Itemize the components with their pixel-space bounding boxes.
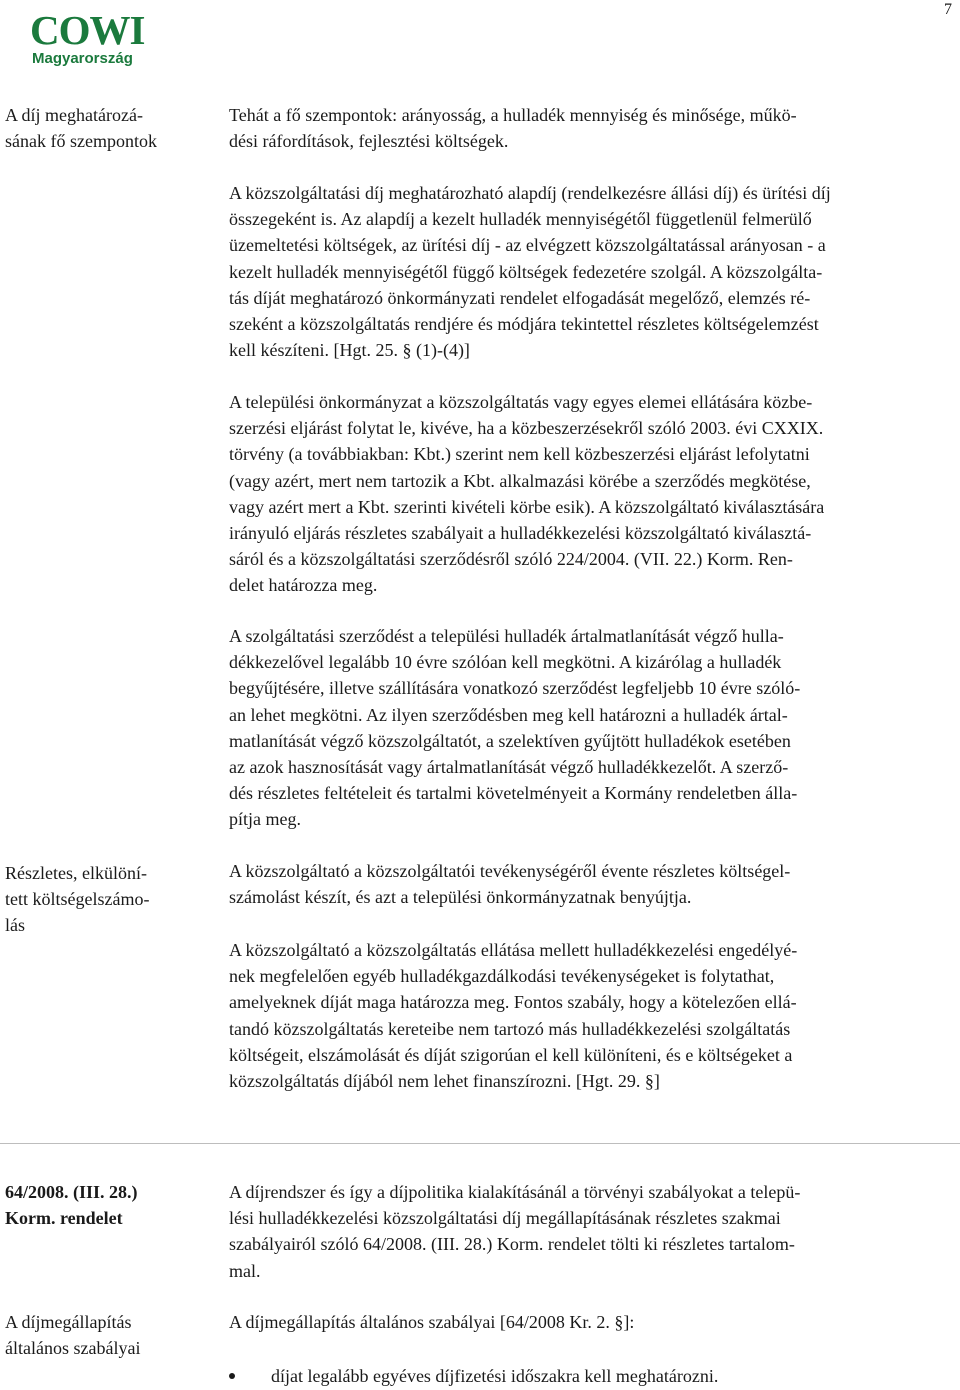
text-line: begyűjtésére, illetve szállítására vonatkozó szerződést legfeljebb 10 évre szóló- (229, 678, 801, 699)
text-line: matlanítását végző közszolgáltatót, a szelektíven gyűjtött hulladékok esetében (229, 730, 791, 751)
text-line: dés részletes feltételeit és tartalmi követelményeit a Kormány rendeletben álla- (229, 783, 798, 804)
paragraph-general-rules (229, 1309, 953, 1335)
text-line: 64/2008. (III. 28.) (5, 1182, 138, 1202)
section-divider (0, 1143, 960, 1144)
text-line: lési hulladékkezelési közszolgáltatási díj megállapításának részletes szakmai (229, 1208, 781, 1229)
text-line: Korm. rendelet (5, 1208, 123, 1228)
sidebar-heading-fee-criteria (5, 102, 215, 154)
text-line: számolást készít, és azt a települési önkormányzatnak benyújtja. (229, 887, 692, 908)
text-line: A települési önkormányzat a közszolgáltatás vagy egyes elemei ellátására közbe- (229, 392, 813, 412)
text-line: mal. (229, 1260, 261, 1281)
logo-wordmark: COWI (30, 7, 145, 53)
text-line: tett költségelszámo- (5, 889, 150, 909)
sidebar-heading-decree (5, 1179, 215, 1231)
text-line: költségeit, elszámolását és díját szigorúan el kell különíteni, és e költségeket a (229, 1044, 793, 1065)
text-line: irányuló eljárás részletes szabályait a hulladékkezelési közszolgáltató kiválasztá- (229, 523, 812, 544)
text-line: dési ráfordítások, fejlesztési költségek. (229, 131, 509, 152)
paragraph-fee-structure (229, 180, 953, 363)
text-line: A közszolgáltató a közszolgáltatói tevékenységéről évente részletes költségel- (229, 861, 791, 881)
text-line: kezelt hulladék mennyiségétől függő költségek fedezetére szolgál. A közszolgálta- (229, 261, 823, 282)
text-line: lás (5, 915, 25, 935)
cowi-logo (30, 8, 150, 70)
text-line: A díjrendszer és így a díjpolitika kialakításánál a törvényi szabályokat a telepü- (229, 1182, 801, 1202)
sidebar-heading-general-rules (5, 1309, 215, 1361)
sidebar-heading-separate-accounting (5, 860, 215, 938)
text-line: A díj meghatározá- (5, 105, 143, 125)
paragraph-main-criteria (229, 102, 953, 154)
text-line: delet határozza meg. (229, 575, 378, 596)
text-line: Tehát a fő szempontok: arányosság, a hulladék mennyiség és minősége, műkö- (229, 105, 797, 125)
text-line: A díjmegállapítás (5, 1312, 132, 1332)
text-line: dékkezelővel legalább 10 évre szólóan kell megkötni. A kizárólag a hulladék (229, 652, 782, 673)
text-line: tandó közszolgáltatás kereteibe nem tartozó más hulladékkezelési szolgáltatás (229, 1018, 791, 1039)
text-line: amelyeknek díját maga határozza meg. Fontos szabály, hogy a kötelezően ellá- (229, 992, 797, 1013)
text-line: tás díját meghatározó önkormányzati rendelet elfogadását megelőző, elemzés ré- (229, 287, 811, 308)
list-item-text: díjat legalább egyéves díjfizetési időszakra kell meghatározni. (271, 1366, 719, 1386)
text-line: A közszolgáltató a közszolgáltatás ellátása mellett hulladékkezelési engedélyé- (229, 940, 798, 960)
text-line: szerzési eljárást folytat le, kivéve, ha a közbeszerzésekről szóló 2003. évi CXXIX. (229, 418, 824, 439)
paragraph-other-activities (229, 937, 953, 1094)
text-line: közszolgáltatás díjából nem lehet finanszírozni. [Hgt. 29. §] (229, 1071, 660, 1092)
paragraph-public-procurement (229, 389, 953, 599)
text-line: sának fő szempontok (5, 131, 157, 151)
text-line: A közszolgáltatási díj meghatározható alapdíj (rendelkezésre állási díj) és ürítési díj (229, 183, 831, 203)
text-line: nek megfelelően egyéb hulladékgazdálkodási tevékenységeket is folytathat, (229, 966, 775, 987)
text-line: A szolgáltatási szerződést a települési hulladék ártalmatlanítását végző hulla- (229, 626, 784, 646)
text-line: A díjmegállapítás általános szabályai [64/2008 Kr. 2. §]: (229, 1312, 635, 1332)
logo-subtitle: Magyarország (32, 50, 133, 67)
text-line: (vagy azért, mert nem tartozik a Kbt. alkalmazási körébe a szerződés megkötése, (229, 470, 811, 491)
text-line: törvény (a továbbiakban: Kbt.) szerint nem kell közbeszerzési eljárást lefolytatni (229, 444, 810, 465)
text-line: vagy azért mert a Kbt. szerinti kivételi körbe esik). A közszolgáltató kiválasztására (229, 496, 825, 517)
text-line: az azok hasznosítását vagy ártalmatlanítását végző hulladékkezelőt. A szerző- (229, 757, 789, 778)
paragraph-decree-intro (229, 1179, 953, 1284)
text-line: kell készíteni. [Hgt. 25. § (1)-(4)] (229, 340, 470, 361)
paragraph-service-contract (229, 623, 953, 833)
text-line: an lehet megkötni. Az ilyen szerződésben meg kell határozni a hulladék ártal- (229, 704, 788, 725)
paragraph-annual-accounting (229, 858, 953, 910)
text-line: szabályairól szóló 64/2008. (III. 28.) Korm. rendelet tölti ki részletes tartalom- (229, 1234, 795, 1255)
text-line: sáról és a közszolgáltatási szerződésről szóló 224/2004. (VII. 22.) Korm. Ren- (229, 549, 793, 570)
text-line: általános szabályai (5, 1338, 141, 1358)
text-line: szeként a közszolgáltatás rendjére és módjára tekintettel részletes költségelemzést (229, 314, 819, 335)
text-line: összegeként is. Az alapdíj a kezelt hulladék mennyiségétől függetlenül felmerülő (229, 209, 812, 230)
text-line: pítja meg. (229, 809, 301, 830)
text-line: üzemeltetési költségek, az ürítési díj - az elvégzett közszolgáltatással arányosan - a (229, 235, 826, 256)
bullet-icon (229, 1373, 235, 1379)
text-line: Részletes, elkülöní- (5, 863, 147, 883)
page-number: 7 (944, 1, 952, 18)
